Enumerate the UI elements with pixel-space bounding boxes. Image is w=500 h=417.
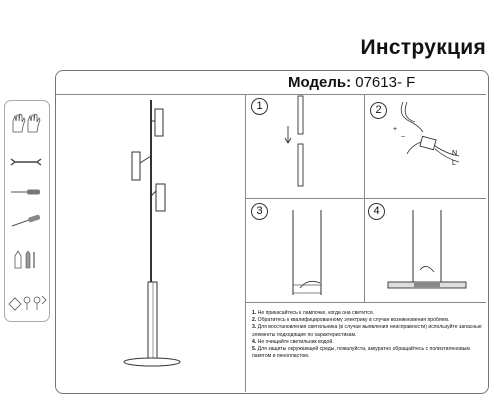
step-3-diagram [280, 200, 340, 300]
note-line-3: 3. Для восстановления светильника (в случае выявления неисправности) используйте запасные [252, 324, 482, 331]
step-1-diagram [276, 96, 336, 196]
step-4-diagram [380, 200, 480, 300]
wire-minus-label: − [401, 134, 406, 141]
screwdriver-icon [9, 188, 43, 196]
step-divider-2 [245, 198, 486, 199]
step-divider-4 [245, 302, 486, 303]
step-number-1: 1 [251, 98, 268, 115]
note-line-5: 5. Для защиты окружающей среды, пожалуйста, аккуратно обращайтесь с полиэтиленовым [252, 346, 470, 353]
document-title: Инструкция [360, 36, 486, 59]
note-line-2: 2. Обратитесь к квалифицированному электрику в случае возникновения проблем. [252, 317, 450, 324]
header-divider [56, 94, 486, 95]
note-line-3-cont: элементы подходящие по характеристикам. [252, 331, 357, 338]
floor-lamp-illustration [110, 96, 190, 370]
voltage-tester-icon [9, 214, 43, 228]
gloves-icon [10, 112, 44, 134]
anchor-screws-icon [12, 248, 40, 270]
wrench-icon [9, 157, 43, 167]
model-line [288, 74, 415, 91]
model-label: Модель: [288, 74, 352, 91]
step-2-wiring-diagram [385, 96, 485, 196]
wire-plus-label: + [393, 126, 398, 133]
note-line-4: 4. Не очищайте светильник водой. [252, 338, 334, 345]
step-number-4: 4 [368, 203, 385, 220]
note-line-1: 1. Не прикасайтесь к лампочке, когда она светится. [252, 310, 375, 316]
step-divider-1 [364, 94, 365, 198]
safety-notes [252, 310, 482, 360]
model-code: 07613- F [355, 74, 416, 91]
step-number-2: 2 [370, 102, 387, 119]
note-line-5-cont: пакетом и пенопластом. [252, 353, 310, 360]
fasteners-icon [7, 290, 47, 312]
step-divider-3 [364, 198, 365, 302]
column-divider [245, 94, 246, 392]
step-number-3: 3 [251, 203, 268, 220]
wire-live-label: L [452, 160, 456, 167]
wire-neutral-label: N [452, 150, 458, 157]
